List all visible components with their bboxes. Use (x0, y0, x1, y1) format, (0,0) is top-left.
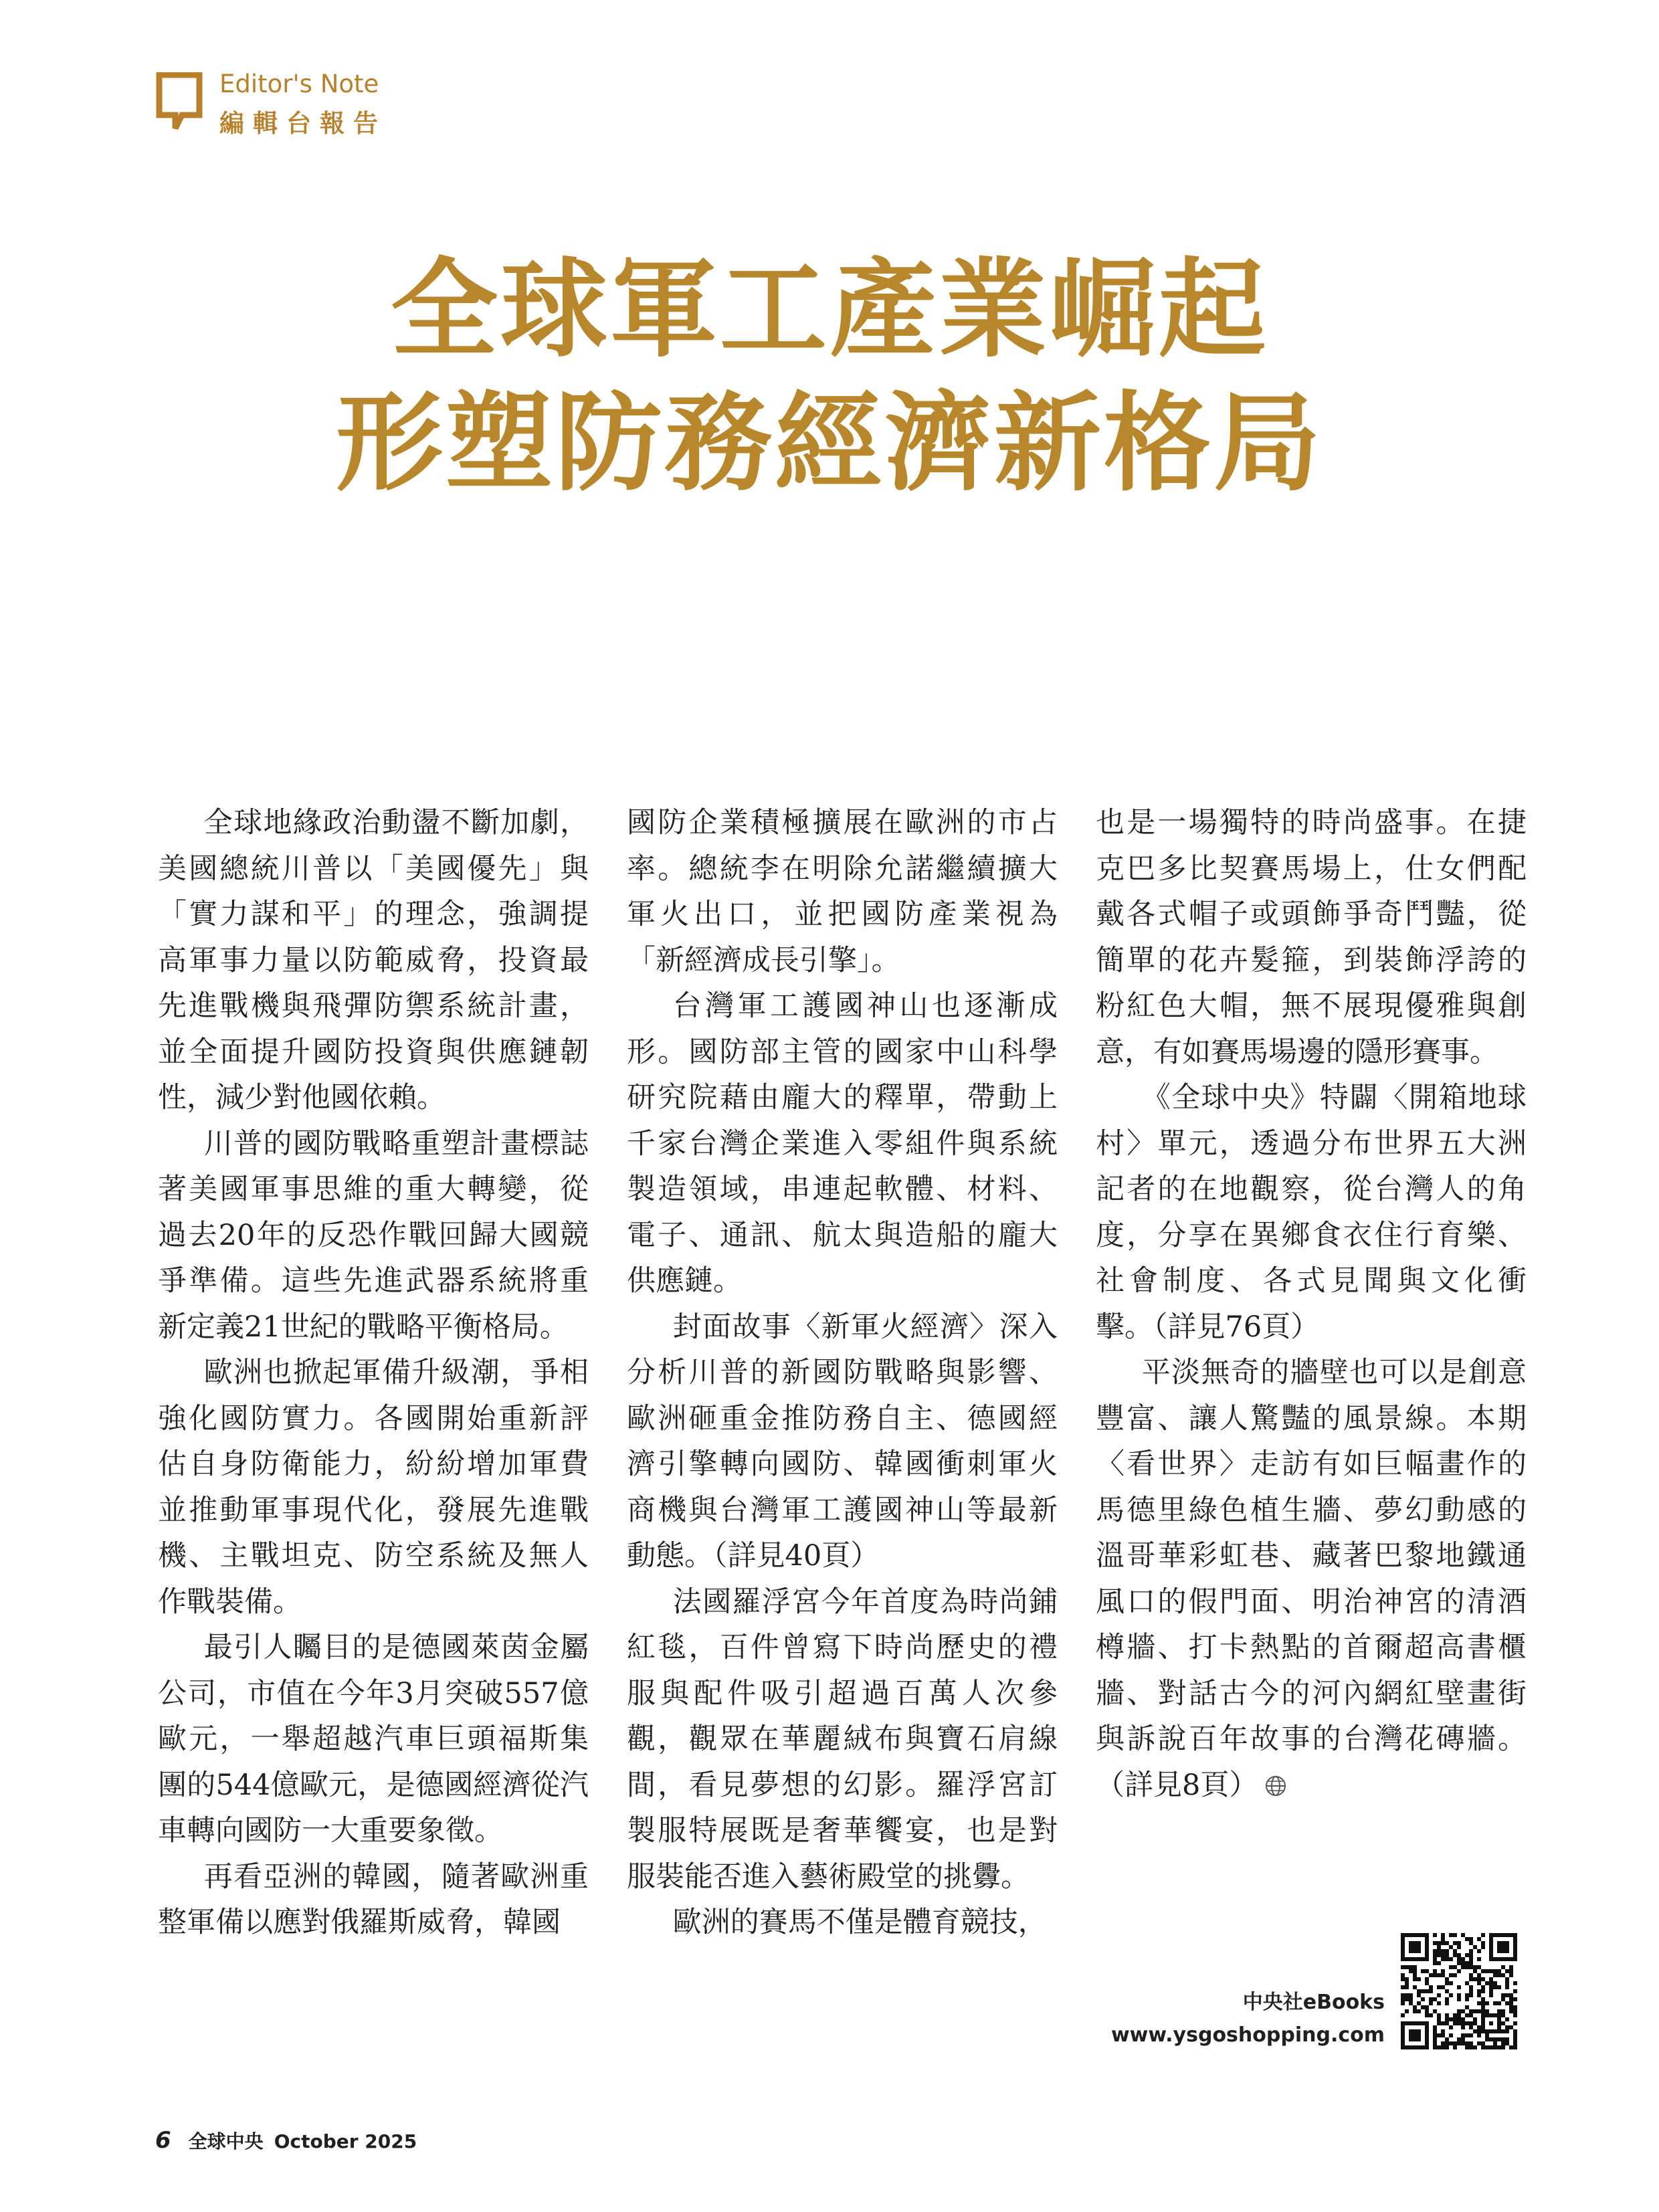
text-column-3 (1096, 800, 1527, 1808)
paragraph: 封面故事〈新軍火經濟〉深入分析川普的新國防戰略與影響、歐洲砸重金推防務自主、德國經濟引擎轉向國防、韓國衝刺軍火商機與台灣軍工護國神山等最新動態。（詳見40頁） (627, 1310, 1058, 1573)
paragraph: 台灣軍工護國神山也逐漸成形。國防部主管的國家中山科學研究院藉由龐大的釋單，帶動上千家台灣企業進入零組件與系統製造領域，串連起軟體、材料、電子、通訊、航太與造船的龐大供應鏈。 (627, 989, 1058, 1298)
paragraph-text: 平淡無奇的牆壁也可以是創意豐富、讓人驚豔的風景線。本期〈看世界〉走訪有如巨幅畫作的馬德里綠色植生牆、夢幻動感的溫哥華彩虹巷、藏著巴黎地鐵通風口的假門面、明治神宮的清酒樽牆、打卡熱點的首爾超高書櫃牆、對話古今的河內網紅壁畫街與訴說百年故事的台灣花磚牆。（詳見8頁） (1096, 1356, 1527, 1802)
headline-line-1: 全球軍工產業崛起 (390, 246, 1268, 372)
qr-code-icon[interactable] (1401, 1933, 1517, 2049)
paragraph-last (1096, 1350, 1527, 1808)
globe-icon (1264, 1775, 1287, 1797)
section-label-en: Editor's Note (219, 70, 379, 98)
ebook-url[interactable]: www.ysgoshopping.com (1110, 2023, 1385, 2047)
page-number: 6 (155, 2127, 171, 2154)
section-label-zh: 編輯台報告 (219, 109, 387, 138)
paragraph: 國防企業積極擴展在歐洲的市占率。總統李在明除允諾繼續擴大軍火出口，並把國防產業視為「新經濟成長引擎」。 (627, 806, 1058, 977)
paragraph: 也是一場獨特的時尚盛事。在捷克巴多比契賽馬場上，仕女們配戴各式帽子或頭飾爭奇鬥豔，從簡單的花卉髮箍，到裝飾浮誇的粉紅色大帽，無不展現優雅與創意，有如賽馬場邊的隱形賽事。 (1096, 806, 1527, 1069)
ebook-name: 中央社eBooks (1242, 1991, 1385, 2014)
text-column-1 (158, 800, 589, 1946)
speech-bubble-icon (155, 72, 203, 131)
paragraph: 再看亞洲的韓國，隨著歐洲重整軍備以應對俄羅斯威脅，韓國 (158, 1859, 589, 1939)
magazine-name: 全球中央 (188, 2130, 264, 2152)
paragraph: 歐洲也掀起軍備升級潮，爭相強化國防實力。各國開始重新評估自身防衛能力，紛紛增加軍費並推動軍事現代化，發展先進戰機、主戰坦克、防空系統及無人作戰裝備。 (158, 1356, 589, 1619)
paragraph: 歐洲的賽馬不僅是體育競技， (672, 1906, 1047, 1939)
paragraph: 法國羅浮宮今年首度為時尚鋪紅毯，百件曾寫下時尚歷史的禮服與配件吸引超過百萬人次參觀，觀眾在華麗絨布與寶石肩線間，看見夢想的幻影。羅浮宮訂製服特展既是奢華饗宴，也是對服裝能否進入藝術殿堂的挑釁。 (627, 1585, 1058, 1894)
text-column-2 (627, 800, 1058, 1946)
paragraph: 最引人矚目的是德國萊茵金屬公司，市值在今年3月突破557億歐元，一舉超越汽車巨頭福斯集團的544億歐元，是德國經濟從汽車轉向國防一大重要象徵。 (158, 1631, 589, 1847)
paragraph: 川普的國防戰略重塑計畫標誌著美國軍事思維的重大轉變，從過去20年的反恐作戰回歸大國競爭準備。這些先進武器系統將重新定義21世紀的戰略平衡格局。 (158, 1126, 589, 1344)
headline-line-2: 形塑防務經濟新格局 (335, 380, 1323, 506)
paragraph: 《全球中央》特闢〈開箱地球村〉單元，透過分布世界五大洲記者的在地觀察，從台灣人的角度，分享在異鄉食衣住行育樂、社會制度、各式見聞與文化衝擊。（詳見76頁） (1096, 1081, 1527, 1344)
issue-date: October 2025 (274, 2130, 417, 2152)
page-footer (155, 2127, 417, 2154)
paragraph: 全球地緣政治動盪不斷加劇，美國總統川普以「美國優先」與「實力謀和平」的理念，強調提高軍事力量以防範威脅，投資最先進戰機與飛彈防禦系統計畫，並全面提升國防投資與供應鏈韌性，減少對他國依賴。 (158, 806, 589, 1114)
